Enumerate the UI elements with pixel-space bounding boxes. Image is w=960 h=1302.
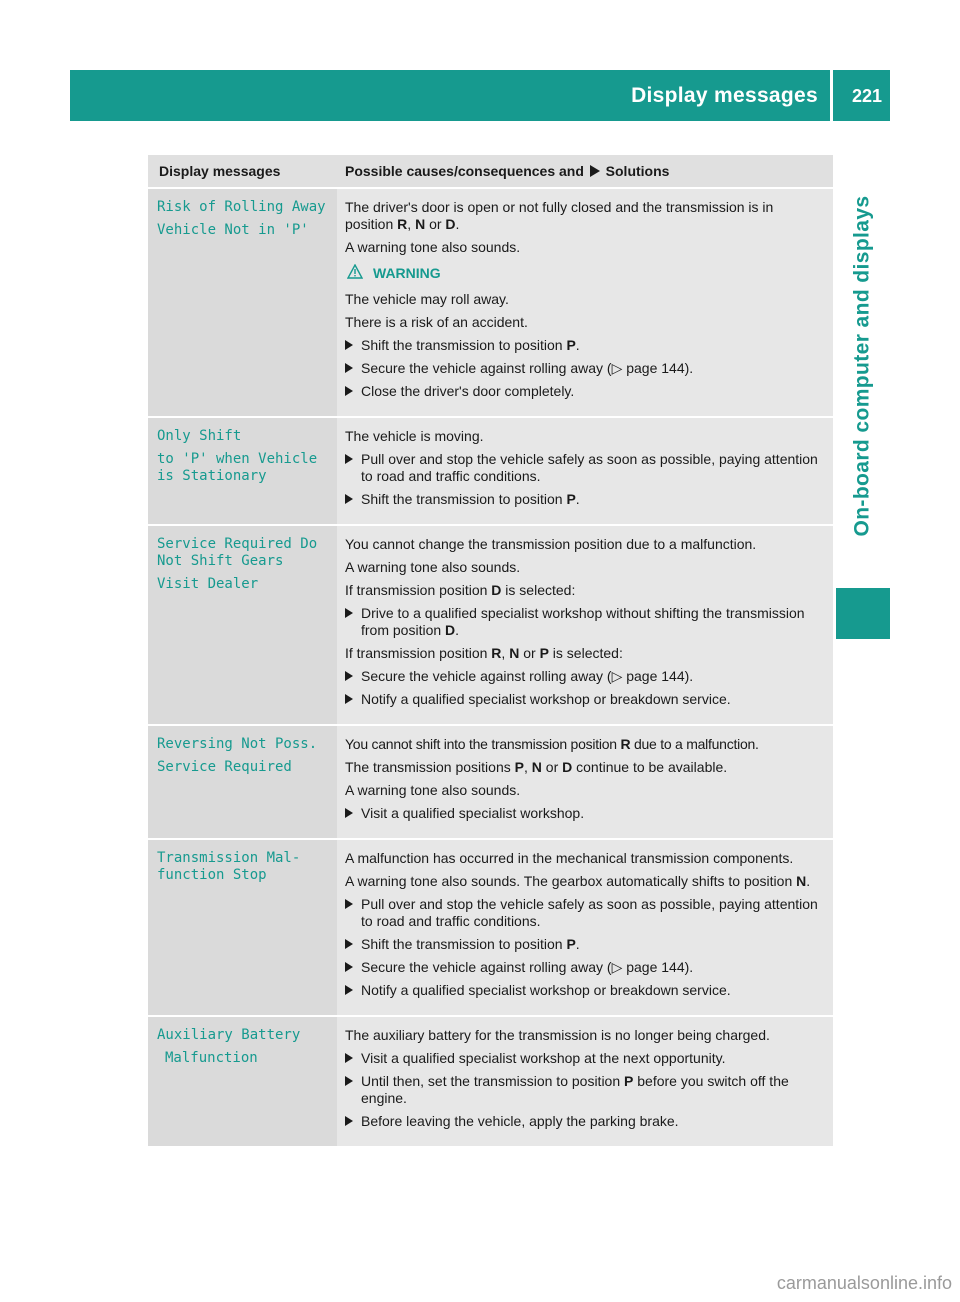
cause-text: The driver's door is open or not fully closed and the transmission is in position R, N or D. [345,199,774,232]
solution-step: Notify a qualified specialist workshop or breakdown service. [345,691,825,708]
side-tab-marker [836,588,890,639]
cause-text: If transmission position D is selected: [345,582,576,598]
display-message-cell [148,525,337,725]
solution-step: Before leaving the vehicle, apply the parking brake. [345,1113,825,1130]
display-message-cell [148,188,337,417]
solution-step: Notify a qualified specialist workshop or breakdown service. [345,982,825,999]
display-message-line: Visit Dealer [157,576,259,592]
cause-text: A warning tone also sounds. [345,559,521,575]
action-arrow-icon [345,899,353,909]
display-message-line: Only Shift [157,428,242,444]
table-row [148,725,833,839]
cause-text: You cannot change the transmission position due to a malfunction. [345,536,757,552]
cause-text: A warning tone also sounds. [345,239,521,255]
display-message-cell [148,839,337,1016]
solution-step: Secure the vehicle against rolling away (▷ page 144). [345,360,825,377]
solution-cell [337,839,833,1016]
display-message-line: Transmission Mal‐ [157,850,301,866]
column-header-display-messages: Display messages [148,155,337,188]
solution-step: Until then, set the transmission to position P before you switch off the engine. [345,1073,825,1107]
action-arrow-icon [345,608,353,618]
action-arrow-icon [345,363,353,373]
solution-step: Shift the transmission to position P. [345,491,825,508]
page-section-title: Display messages [631,84,818,107]
solution-step: Shift the transmission to position P. [345,936,825,953]
action-arrow-icon [345,340,353,350]
solution-cell [337,525,833,725]
table-row [148,1016,833,1147]
action-arrow-icon [345,1053,353,1063]
watermark: carmanualsonline.info [776,1273,952,1293]
cause-text: The auxiliary battery for the transmission is no longer being charged. [345,1027,770,1043]
warning-text: The vehicle may roll away. [345,291,509,307]
table-header-row [148,155,833,188]
solution-cell [337,725,833,839]
cause-text: The transmission positions P, N or D continue to be available. [345,759,728,775]
page-number: 221 [851,86,882,106]
action-arrow-icon [345,985,353,995]
solution-cell [337,1016,833,1147]
display-message-line: Not Shift Gears [157,553,284,569]
action-arrow-icon [345,1076,353,1086]
action-arrow-icon [345,939,353,949]
display-message-line: Auxiliary Battery [157,1027,301,1043]
warning-heading [345,264,825,283]
cause-text: A warning tone also sounds. [345,782,521,798]
solution-cell [337,188,833,417]
column-header-causes-solutions: Possible causes/consequences and Solutions [337,155,833,188]
solution-step: Close the driver's door completely. [345,383,825,400]
table-row [148,839,833,1016]
solution-step: Visit a qualified specialist workshop. [345,805,825,822]
solution-cell [337,417,833,525]
display-message-cell [148,1016,337,1147]
solution-step: Pull over and stop the vehicle safely as soon as possible, paying attention to road and traffic conditions. [345,896,825,930]
display-message-line: Risk of Rolling Away [157,199,326,215]
side-tab-label: On-board computer and displays [851,195,874,537]
side-tab [836,121,890,611]
action-arrow-icon [345,386,353,396]
action-arrow-icon [345,694,353,704]
action-arrow-icon [345,454,353,464]
cause-text: The vehicle is moving. [345,428,484,444]
table-row [148,525,833,725]
display-message-line: to 'P' when Vehicle [157,451,318,467]
cause-text: A malfunction has occurred in the mechanical transmission components. [345,850,794,866]
display-message-line: Malfunction [165,1050,258,1066]
solution-step: Shift the transmission to position P. [345,337,825,354]
warning-text: There is a risk of an accident. [345,314,528,330]
display-message-line: Service Required [157,759,292,775]
display-message-cell [148,417,337,525]
table-row [148,188,833,417]
cause-text: You cannot shift into the transmission position R due to a malfunction. [345,736,759,752]
action-arrow-icon [345,962,353,972]
solution-step: Pull over and stop the vehicle safely as soon as possible, paying attention to road and traffic conditions. [345,451,825,485]
warning-triangle-icon [347,264,363,283]
display-message-line: Reversing Not Poss. [157,736,318,752]
display-message-line: Service Required Do [157,536,318,552]
cause-text: If transmission position R, N or P is selected: [345,645,623,661]
action-arrow-icon [345,494,353,504]
action-arrow-icon [590,165,600,177]
display-messages-table [148,155,833,1148]
solution-step: Secure the vehicle against rolling away (▷ page 144). [345,959,825,976]
solution-step: Drive to a qualified specialist workshop without shifting the transmission from position D. [345,605,825,639]
solution-step: Visit a qualified specialist workshop at the next opportunity. [345,1050,825,1067]
display-message-line: is Stationary [157,468,267,484]
cause-text: A warning tone also sounds. The gearbox automatically shifts to position N. [345,873,811,889]
display-message-line: function Stop [157,867,267,883]
warning-label: WARNING [373,265,441,281]
display-message-cell [148,725,337,839]
action-arrow-icon [345,808,353,818]
action-arrow-icon [345,1116,353,1126]
header-bar [70,70,890,121]
display-message-line: Vehicle Not in 'P' [157,222,309,238]
solution-step: Secure the vehicle against rolling away (▷ page 144). [345,668,825,685]
table-row [148,417,833,525]
action-arrow-icon [345,671,353,681]
header-divider [830,70,833,121]
